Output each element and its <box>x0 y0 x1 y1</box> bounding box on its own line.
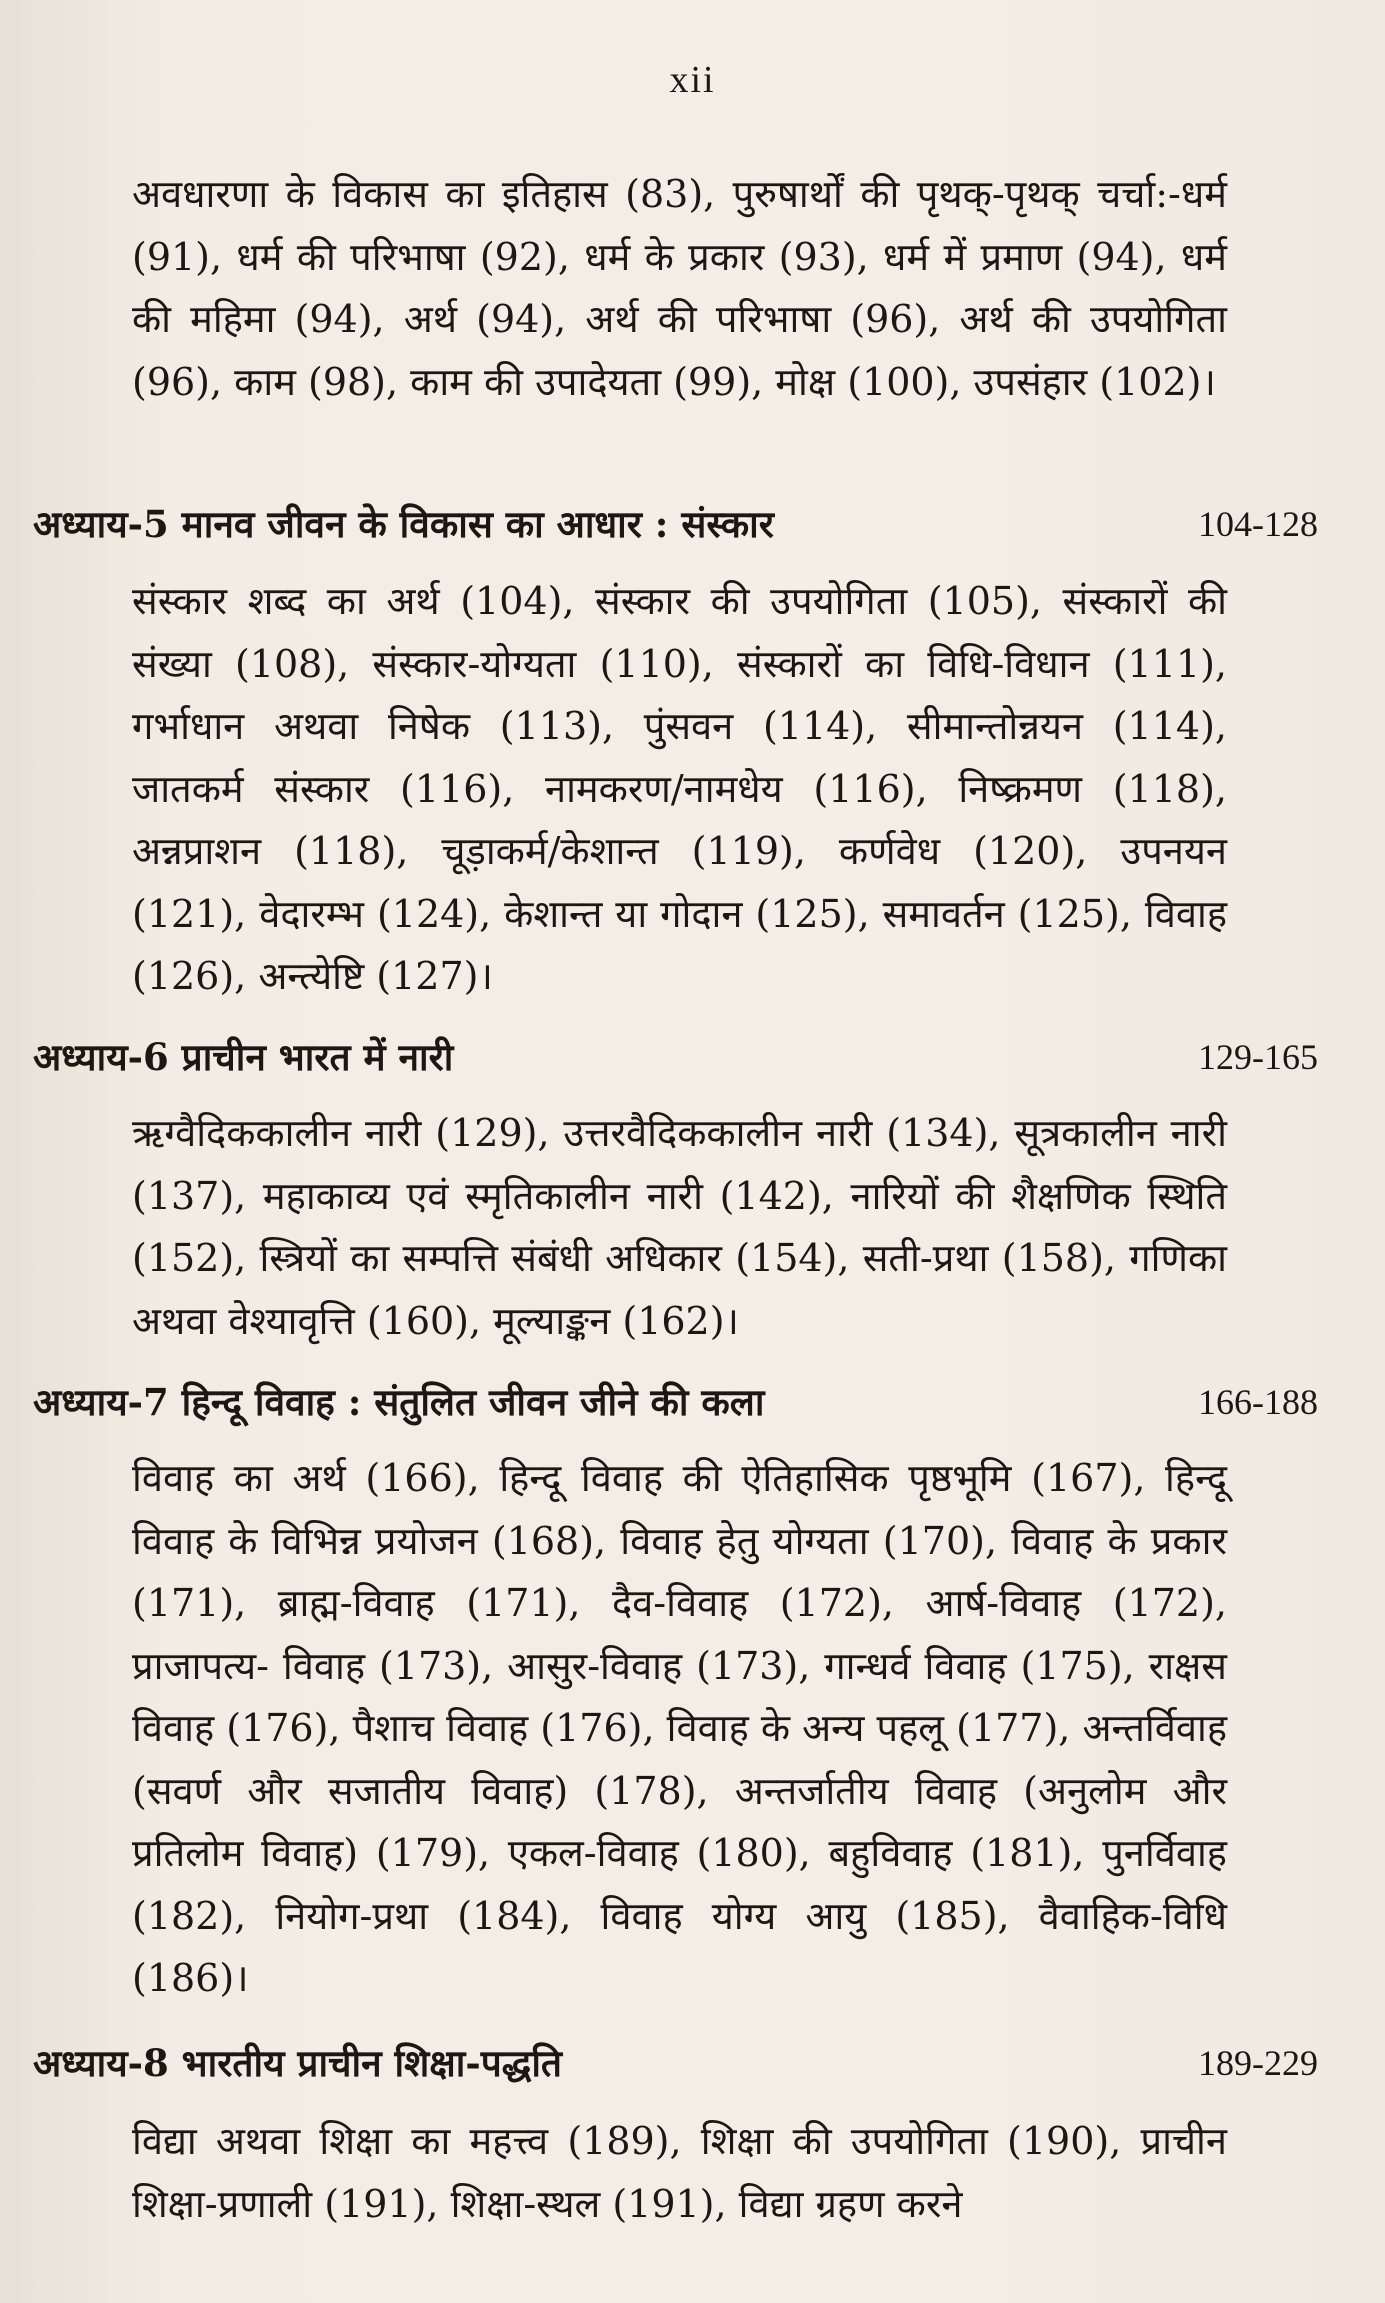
chapter-7-title: अध्याय-7 हिन्दू विवाह : संतुलित जीवन जीने की कला <box>33 1380 765 1424</box>
chapter-8-heading <box>33 2033 1318 2093</box>
paragraph-chapter-5-contents: संस्कार शब्द का अर्थ (104), संस्कार की उपयोगिता (105), संस्कारों की संख्या (108), संस्कार-योग्यता (110), संस्कारों का विधि-विधान (111), गर्भाधान अथवा निषेक (113), पुंसवन (114), सीमान्तोन्नयन (114), जातकर्म संस्कार (116), नामकरण/नामधेय (116), निष्क्रमण (118), अन्नप्राशन (118), चूड़ाकर्म/केशान्त (119), कर्णवेध (120), उपनयन (121), वेदारम्भ (124), केशान्त या गोदान (125), समावर्तन (125), विवाह (126), अन्त्येष्टि (127)। <box>132 579 1227 998</box>
chapter-8-page-range: 189-229 <box>1198 2043 1318 2083</box>
chapter-6-heading <box>33 1027 1318 1087</box>
chapter-6-title: अध्याय-6 प्राचीन भारत में नारी <box>33 1035 454 1079</box>
chapter-8-title: अध्याय-8 भारतीय प्राचीन शिक्षा-पद्धति <box>33 2041 562 2085</box>
paragraph-chapter-6-contents: ऋग्वैदिककालीन नारी (129), उत्तरवैदिककालीन नारी (134), सूत्रकालीन नारी (137), महाकाव्य एवं स्मृतिकालीन नारी (142), नारियों की शैक्षणिक स्थिति (152), स्त्रियों का सम्पत्ति संबंधी अधिकार (154), सती-प्रथा (158), गणिका अथवा वेश्यावृत्ति (160), मूल्याङ्कन (162)। <box>132 1111 1227 1343</box>
chapter-6-page-range: 129-165 <box>1198 1037 1318 1077</box>
chapter-5-heading <box>33 494 1318 554</box>
paragraph-chapter-4-contents: अवधारणा के विकास का इतिहास (83), पुरुषार्थों की पृथक्-पृथक् चर्चा:-धर्म (91), धर्म की परिभाषा (92), धर्म के प्रकार (93), धर्म में प्रमाण (94), धर्म की महिमा (94), अर्थ (94), अर्थ की परिभाषा (96), अर्थ की उपयोगिता (96), काम (98), काम की उपादेयता (99), मोक्ष (100), उपसंहार (102)। <box>132 172 1227 404</box>
chapter-5-title: अध्याय-5 मानव जीवन के विकास का आधार : संस्कार <box>33 502 774 546</box>
page-number: xii <box>669 59 716 101</box>
chapter-7-heading <box>33 1372 1318 1432</box>
chapter-7-page-range: 166-188 <box>1198 1382 1318 1422</box>
paragraph-chapter-8-contents: विद्या अथवा शिक्षा का महत्त्व (189), शिक्षा की उपयोगिता (190), प्राचीन शिक्षा-प्रणाली (191), शिक्षा-स्थल (191), विद्या ग्रहण करने <box>132 2119 1227 2226</box>
paragraph-chapter-7-contents: विवाह का अर्थ (166), हिन्दू विवाह की ऐतिहासिक पृष्ठभूमि (167), हिन्दू विवाह के विभिन्न प्रयोजन (168), विवाह हेतु योग्यता (170), विवाह के प्रकार (171), ब्राह्म-विवाह (171), दैव-विवाह (172), आर्ष-विवाह (172), प्राजापत्य- विवाह (173), आसुर-विवाह (173), गान्धर्व विवाह (175), राक्षस विवाह (176), पैशाच विवाह (176), विवाह के अन्य पहलू (177), अन्तर्विवाह (सवर्ण और सजातीय विवाह) (178), अन्तर्जातीय विवाह (अनुलोम और प्रतिलोम विवाह) (179), एकल-विवाह (180), बहुविवाह (181), पुनर्विवाह (182), नियोग-प्रथा (184), विवाह योग्य आयु (185), वैवाहिक-विधि (186)। <box>132 1456 1228 2000</box>
chapter-5-page-range: 104-128 <box>1198 504 1318 544</box>
